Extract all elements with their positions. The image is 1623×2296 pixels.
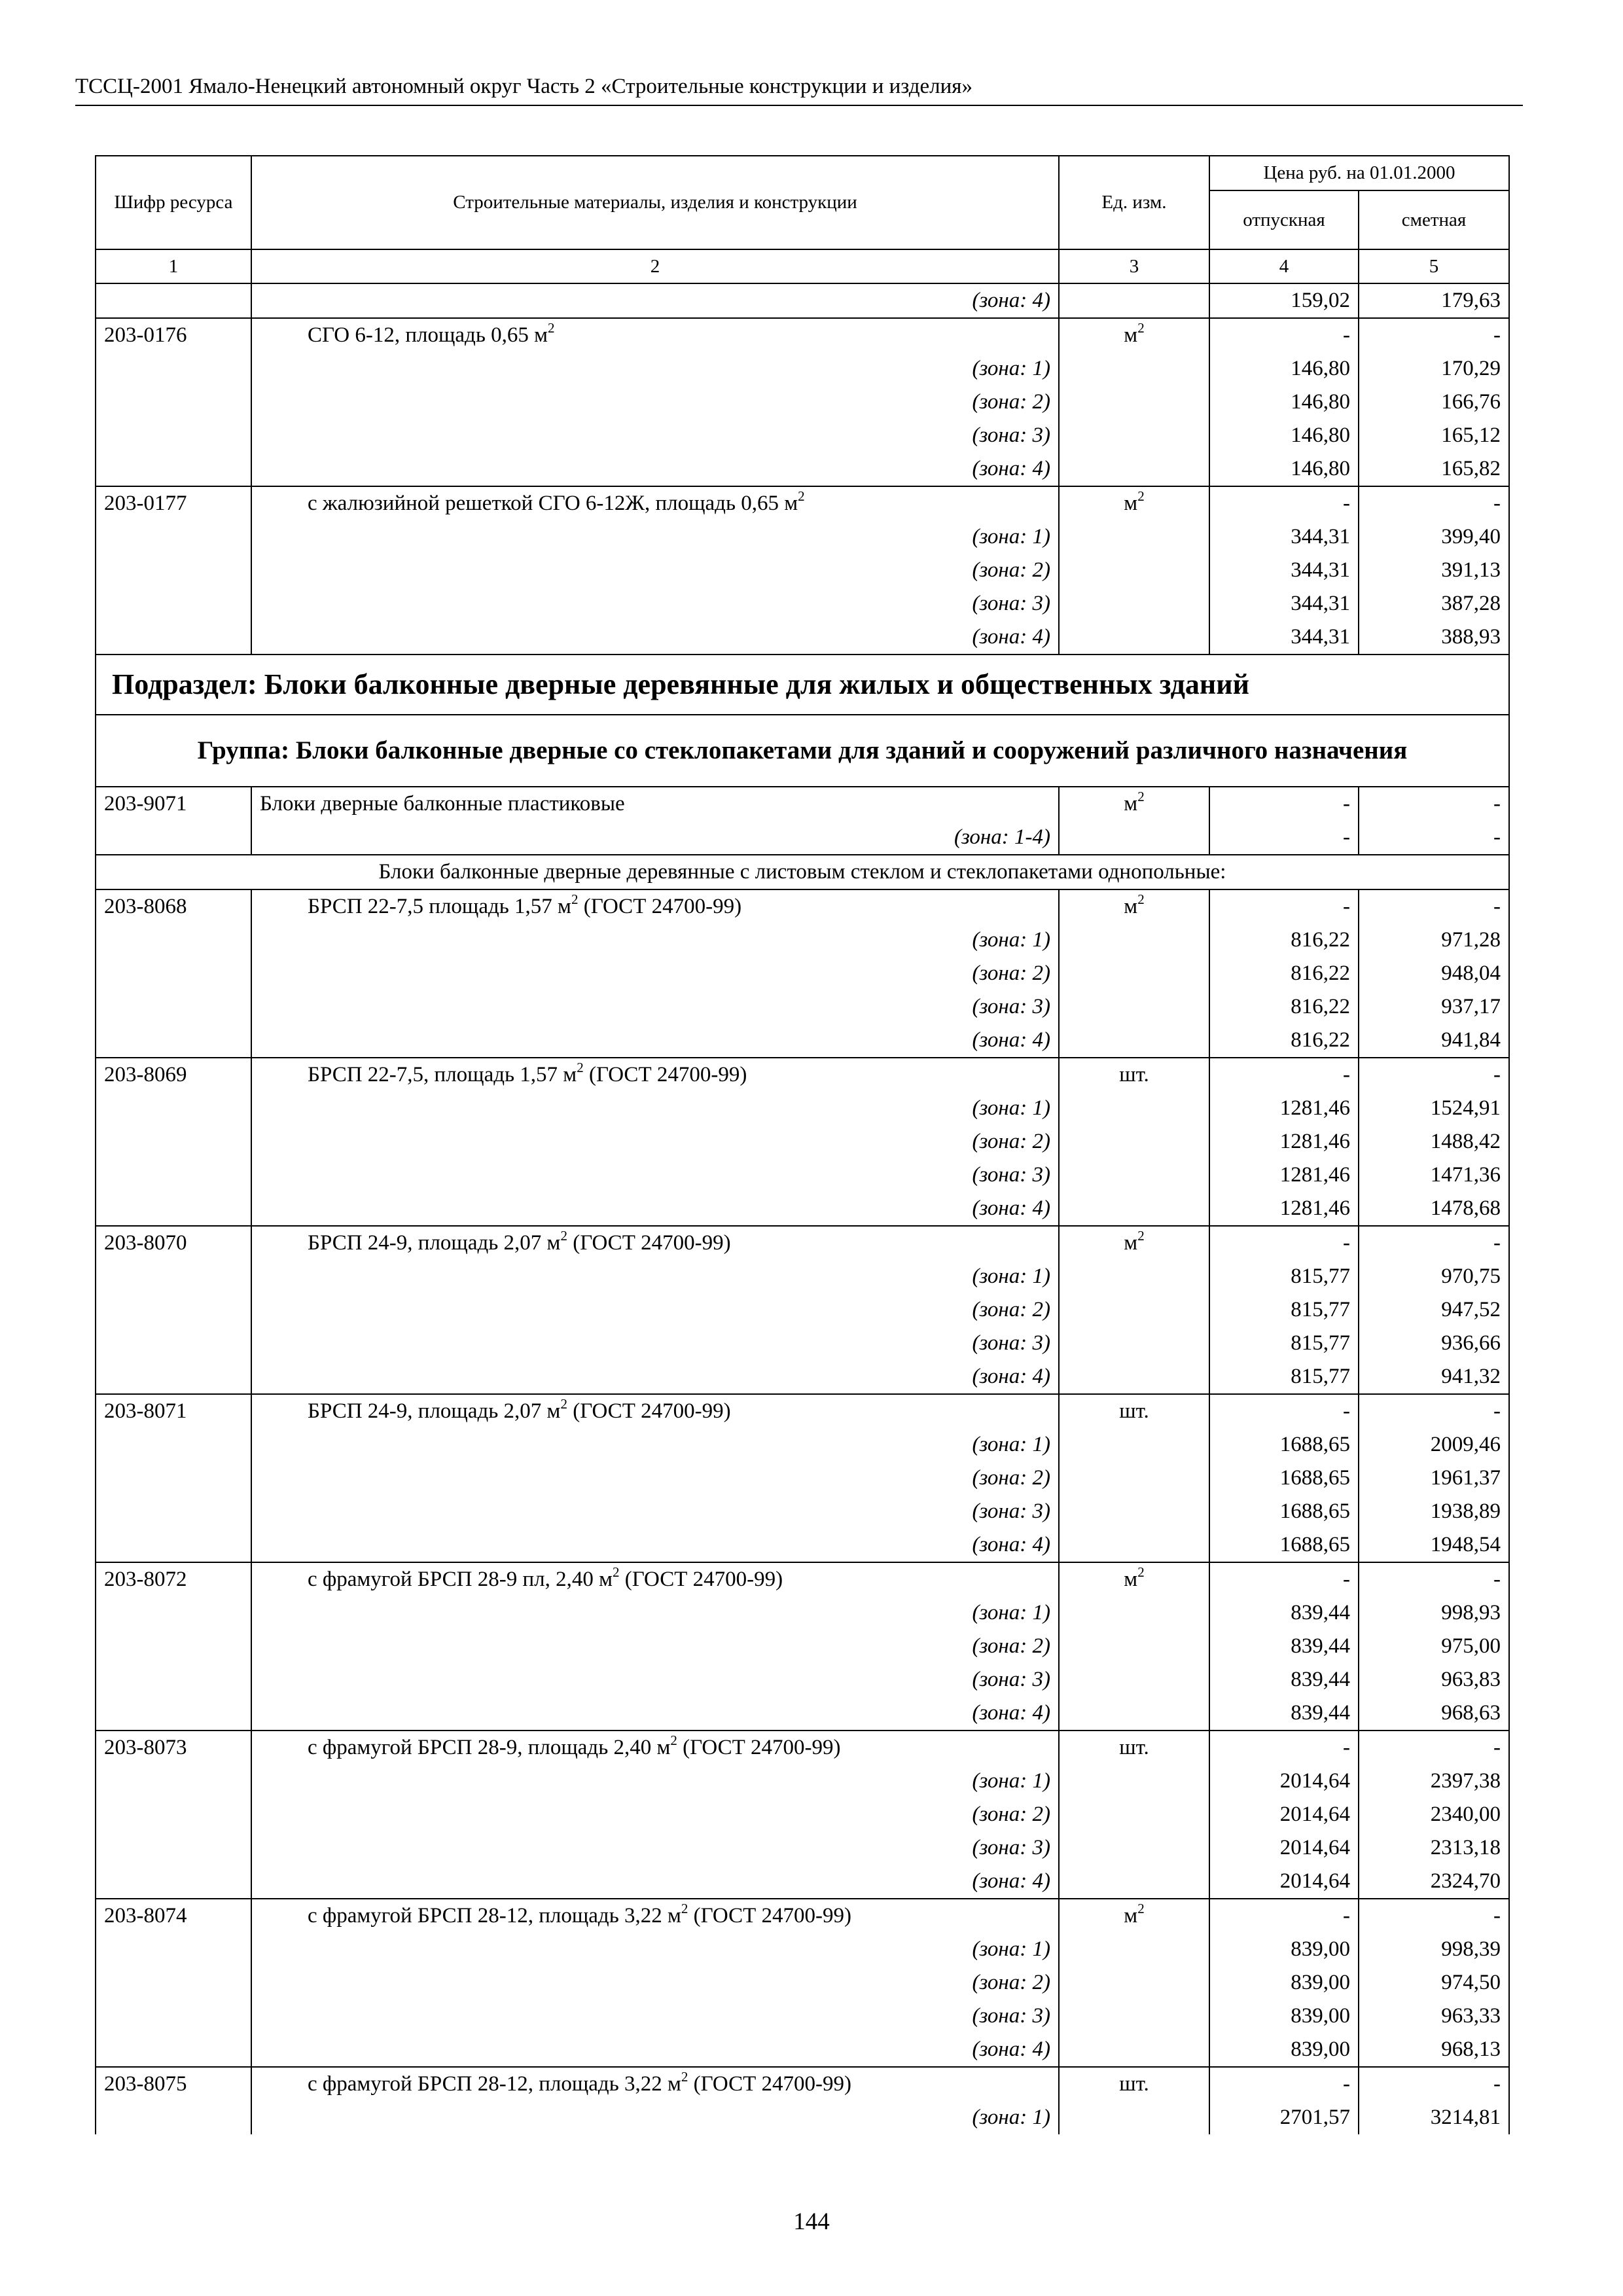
estimate-price: -	[1359, 1058, 1509, 1092]
zone-row	[96, 1024, 1509, 1058]
unit: $м^2$	[1059, 1562, 1209, 1596]
estimate-price: 1471,36	[1359, 1158, 1509, 1192]
zone-label: (зона: 1)	[251, 352, 1059, 386]
zone-label: (зона: 2)	[251, 386, 1059, 419]
release-price: 839,44	[1209, 1663, 1359, 1696]
release-price: 159,02	[1209, 283, 1359, 318]
zone-row	[96, 1428, 1509, 1462]
zone-row	[96, 1327, 1509, 1360]
release-price: 815,77	[1209, 1360, 1359, 1394]
estimate-price: 170,29	[1359, 352, 1509, 386]
table-row	[96, 1226, 1509, 1260]
release-price: -	[1209, 787, 1359, 821]
zone-label: (зона: 2)	[251, 554, 1059, 587]
material-name: с фрамугой БРСП 28-12, площадь 3,22 $м^2$ (ГОСТ 24700-99)	[251, 1899, 1059, 1933]
zone-label: (зона: 4)	[251, 1024, 1059, 1058]
zone-row	[96, 2033, 1509, 2067]
resource-code: 203-0176	[96, 318, 251, 352]
zone-row	[96, 1696, 1509, 1731]
table-row	[96, 787, 1509, 821]
zone-row	[96, 924, 1509, 957]
estimate-price: 387,28	[1359, 587, 1509, 620]
estimate-price: -	[1359, 1899, 1509, 1933]
estimate-price: 2324,70	[1359, 1865, 1509, 1899]
zone-row	[96, 1495, 1509, 1528]
col-number: 5	[1359, 249, 1509, 283]
zone-label: (зона: 1)	[251, 1092, 1059, 1125]
estimate-price: 3214,81	[1359, 2101, 1509, 2134]
release-price: 839,44	[1209, 1630, 1359, 1663]
estimate-price: -	[1359, 318, 1509, 352]
zone-row	[96, 1092, 1509, 1125]
release-price: -	[1209, 1899, 1359, 1933]
resource-code: 203-8073	[96, 1731, 251, 1765]
release-price: -	[1209, 318, 1359, 352]
zone-label: (зона: 2)	[251, 1293, 1059, 1327]
release-price: 816,22	[1209, 990, 1359, 1024]
estimate-price: -	[1359, 889, 1509, 924]
material-name: с жалюзийной решеткой СГО 6-12Ж, площадь 0,65 $м^2$	[251, 486, 1059, 520]
col-header-release-price: отпускная	[1209, 190, 1359, 249]
zone-label: (зона: 3)	[251, 990, 1059, 1024]
zone-label: (зона: 1)	[251, 1596, 1059, 1630]
zone-row	[96, 1293, 1509, 1327]
estimate-price: 937,17	[1359, 990, 1509, 1024]
zone-row	[96, 419, 1509, 452]
release-price: -	[1209, 2067, 1359, 2101]
release-price: -	[1209, 1394, 1359, 1428]
table-row	[96, 1058, 1509, 1092]
estimate-price: 1488,42	[1359, 1125, 1509, 1158]
release-price: -	[1209, 486, 1359, 520]
release-price: 839,44	[1209, 1696, 1359, 1731]
estimate-price: 963,33	[1359, 2000, 1509, 2033]
zone-row	[96, 1798, 1509, 1831]
estimate-price: 1948,54	[1359, 1528, 1509, 1562]
zone-label: (зона: 1)	[251, 2101, 1059, 2134]
zone-label: (зона: 1)	[251, 924, 1059, 957]
release-price: 815,77	[1209, 1327, 1359, 1360]
estimate-price: 936,66	[1359, 1327, 1509, 1360]
release-price: -	[1209, 1562, 1359, 1596]
col-number: 1	[96, 249, 251, 283]
release-price: 2014,64	[1209, 1798, 1359, 1831]
zone-label: (зона: 1)	[251, 1933, 1059, 1966]
release-price: 1688,65	[1209, 1528, 1359, 1562]
note-text: Блоки балконные дверные деревянные с листовым стеклом и стеклопакетами однопольные:	[96, 855, 1509, 889]
estimate-price: -	[1359, 1731, 1509, 1765]
group-heading-row	[96, 715, 1509, 787]
zone-row	[96, 821, 1509, 855]
note-row	[96, 855, 1509, 889]
release-price: 2701,57	[1209, 2101, 1359, 2134]
release-price: 839,00	[1209, 2000, 1359, 2033]
resource-code: 203-8069	[96, 1058, 251, 1092]
table-row	[96, 1731, 1509, 1765]
zone-row	[96, 452, 1509, 486]
release-price: -	[1209, 1058, 1359, 1092]
unit: $м^2$	[1059, 1226, 1209, 1260]
material-name: с фрамугой БРСП 28-12, площадь 3,22 $м^2$ (ГОСТ 24700-99)	[251, 2067, 1059, 2101]
estimate-price: 998,39	[1359, 1933, 1509, 1966]
release-price: 146,80	[1209, 452, 1359, 486]
unit: $м^2$	[1059, 787, 1209, 821]
release-price: -	[1209, 821, 1359, 855]
table-row	[96, 889, 1509, 924]
estimate-price: 970,75	[1359, 1260, 1509, 1293]
release-price: 1281,46	[1209, 1125, 1359, 1158]
zone-label: (зона: 2)	[251, 1630, 1059, 1663]
zone-row	[96, 1663, 1509, 1696]
resource-code: 203-8075	[96, 2067, 251, 2101]
release-price: 344,31	[1209, 520, 1359, 554]
release-price: 146,80	[1209, 419, 1359, 452]
zone-label: (зона: 2)	[251, 1966, 1059, 2000]
unit: $м^2$	[1059, 318, 1209, 352]
release-price: 1688,65	[1209, 1495, 1359, 1528]
material-name: с фрамугой БРСП 28-9 пл, 2,40 $м^2$ (ГОСТ 24700-99)	[251, 1562, 1059, 1596]
unit: $м^2$	[1059, 486, 1209, 520]
zone-label: (зона: 1-4)	[251, 821, 1059, 855]
release-price: 344,31	[1209, 620, 1359, 655]
zone-label: (зона: 4)	[251, 1360, 1059, 1394]
release-price: 815,77	[1209, 1260, 1359, 1293]
estimate-price: 998,93	[1359, 1596, 1509, 1630]
release-price: 815,77	[1209, 1293, 1359, 1327]
release-price: -	[1209, 1731, 1359, 1765]
estimate-price: -	[1359, 1226, 1509, 1260]
zone-label: (зона: 1)	[251, 1428, 1059, 1462]
zone-row	[96, 1966, 1509, 2000]
material-name: Блоки дверные балконные пластиковые	[251, 787, 1059, 821]
header-rule	[75, 105, 1523, 106]
estimate-price: 179,63	[1359, 283, 1509, 318]
release-price: 2014,64	[1209, 1865, 1359, 1899]
material-name: БРСП 22-7,5 площадь 1,57 $м^2$ (ГОСТ 24700-99)	[251, 889, 1059, 924]
zone-row	[96, 520, 1509, 554]
zone-row	[96, 1462, 1509, 1495]
col-number: 3	[1059, 249, 1209, 283]
estimate-price: 2009,46	[1359, 1428, 1509, 1462]
subsection-heading: Подраздел: Блоки балконные дверные деревянные для жилых и общественных зданий	[96, 655, 1509, 715]
zone-row	[96, 1933, 1509, 1966]
col-header-unit: Ед. изм.	[1059, 156, 1209, 249]
zone-label: (зона: 3)	[251, 2000, 1059, 2033]
table-body	[96, 283, 1509, 2134]
resource-code: 203-8068	[96, 889, 251, 924]
release-price: 344,31	[1209, 554, 1359, 587]
estimate-price: -	[1359, 1562, 1509, 1596]
zone-label: (зона: 4)	[251, 452, 1059, 486]
zone-label: (зона: 1)	[251, 1765, 1059, 1798]
zone-label: (зона: 4)	[251, 1865, 1059, 1899]
unit: $м^2$	[1059, 1899, 1209, 1933]
estimate-price: 963,83	[1359, 1663, 1509, 1696]
release-price: 344,31	[1209, 587, 1359, 620]
release-price: -	[1209, 1226, 1359, 1260]
estimate-price: 1938,89	[1359, 1495, 1509, 1528]
zone-row	[96, 1630, 1509, 1663]
zone-label: (зона: 3)	[251, 419, 1059, 452]
release-price: 816,22	[1209, 924, 1359, 957]
zone-row	[96, 1192, 1509, 1226]
table-row	[96, 318, 1509, 352]
zone-label: (зона: 3)	[251, 1663, 1059, 1696]
unit: шт.	[1059, 1731, 1209, 1765]
resource-code: 203-9071	[96, 787, 251, 821]
zone-label: (зона: 3)	[251, 1327, 1059, 1360]
estimate-price: 2340,00	[1359, 1798, 1509, 1831]
zone-label: (зона: 3)	[251, 1495, 1059, 1528]
col-header-estimate-price: сметная	[1359, 190, 1509, 249]
release-price: 839,00	[1209, 1933, 1359, 1966]
release-price: 146,80	[1209, 386, 1359, 419]
zone-label: (зона: 1)	[251, 1260, 1059, 1293]
estimate-price: 2313,18	[1359, 1831, 1509, 1865]
release-price: 1281,46	[1209, 1192, 1359, 1226]
zone-row	[96, 957, 1509, 990]
release-price: 839,00	[1209, 2033, 1359, 2067]
table-row	[96, 486, 1509, 520]
zone-row	[96, 2000, 1509, 2033]
material-name: БРСП 24-9, площадь 2,07 $м^2$ (ГОСТ 24700-99)	[251, 1226, 1059, 1260]
unit: шт.	[1059, 2067, 1209, 2101]
col-header-name: Строительные материалы, изделия и конструкции	[251, 156, 1059, 249]
estimate-price: -	[1359, 1394, 1509, 1428]
zone-row	[96, 1765, 1509, 1798]
resource-code: 203-8072	[96, 1562, 251, 1596]
zone-row	[96, 1158, 1509, 1192]
release-price: -	[1209, 889, 1359, 924]
zone-label: (зона: 1)	[251, 520, 1059, 554]
release-price: 839,44	[1209, 1596, 1359, 1630]
estimate-price: 1478,68	[1359, 1192, 1509, 1226]
zone-label: (зона: 4)	[251, 1192, 1059, 1226]
estimate-price: 388,93	[1359, 620, 1509, 655]
zone-row	[96, 1260, 1509, 1293]
carryover-row	[96, 283, 1509, 318]
estimate-price: 165,82	[1359, 452, 1509, 486]
resource-code: 203-8071	[96, 1394, 251, 1428]
release-price: 1281,46	[1209, 1092, 1359, 1125]
zone-row	[96, 1125, 1509, 1158]
estimate-price: 971,28	[1359, 924, 1509, 957]
col-number: 2	[251, 249, 1059, 283]
zone-row	[96, 1528, 1509, 1562]
zone-label: (зона: 2)	[251, 957, 1059, 990]
estimate-price: 974,50	[1359, 1966, 1509, 2000]
release-price: 839,00	[1209, 1966, 1359, 2000]
estimate-price: 1961,37	[1359, 1462, 1509, 1495]
release-price: 2014,64	[1209, 1831, 1359, 1865]
release-price: 1281,46	[1209, 1158, 1359, 1192]
release-price: 2014,64	[1209, 1765, 1359, 1798]
subsection-heading-row	[96, 655, 1509, 715]
zone-label: (зона: 3)	[251, 1831, 1059, 1865]
col-header-code: Шифр ресурса	[96, 156, 251, 249]
material-name: БРСП 22-7,5, площадь 1,57 $м^2$ (ГОСТ 24700-99)	[251, 1058, 1059, 1092]
zone-label: (зона: 4)	[251, 1528, 1059, 1562]
estimate-price: 968,63	[1359, 1696, 1509, 1731]
zone-label: (зона: 3)	[251, 587, 1059, 620]
estimate-price: 1524,91	[1359, 1092, 1509, 1125]
page-number: 144	[793, 2208, 830, 2235]
material-name: БРСП 24-9, площадь 2,07 $м^2$ (ГОСТ 24700-99)	[251, 1394, 1059, 1428]
zone-row	[96, 352, 1509, 386]
estimate-price: 399,40	[1359, 520, 1509, 554]
zone-label: (зона: 4)	[251, 2033, 1059, 2067]
material-name: с фрамугой БРСП 28-9, площадь 2,40 $м^2$ (ГОСТ 24700-99)	[251, 1731, 1059, 1765]
material-name: СГО 6-12, площадь 0,65 $м^2$	[251, 318, 1059, 352]
price-table	[95, 155, 1510, 2134]
zone-row	[96, 554, 1509, 587]
table-row	[96, 1394, 1509, 1428]
table-row	[96, 1899, 1509, 1933]
zone-label: (зона: 2)	[251, 1798, 1059, 1831]
estimate-price: 947,52	[1359, 1293, 1509, 1327]
col-number: 4	[1209, 249, 1359, 283]
unit: шт.	[1059, 1394, 1209, 1428]
col-header-price: Цена руб. на 01.01.2000	[1209, 156, 1509, 190]
group-heading: Группа: Блоки балконные дверные со стеклопакетами для зданий и сооружений различного назначения	[96, 715, 1509, 787]
estimate-price: 391,13	[1359, 554, 1509, 587]
estimate-price: 165,12	[1359, 419, 1509, 452]
estimate-price: 2397,38	[1359, 1765, 1509, 1798]
zone-label: (зона: 4)	[251, 283, 1059, 318]
estimate-price: 968,13	[1359, 2033, 1509, 2067]
zone-row	[96, 1596, 1509, 1630]
running-header: ТССЦ-2001 Ямало-Ненецкий автономный округ Часть 2 «Строительные конструкции и изделия»	[75, 75, 972, 98]
release-price: 146,80	[1209, 352, 1359, 386]
estimate-price: -	[1359, 787, 1509, 821]
estimate-price: -	[1359, 2067, 1509, 2101]
zone-row	[96, 587, 1509, 620]
zone-row	[96, 1865, 1509, 1899]
zone-row	[96, 620, 1509, 655]
estimate-price: -	[1359, 486, 1509, 520]
estimate-price: -	[1359, 821, 1509, 855]
zone-label: (зона: 2)	[251, 1462, 1059, 1495]
estimate-price: 975,00	[1359, 1630, 1509, 1663]
zone-label: (зона: 3)	[251, 1158, 1059, 1192]
estimate-price: 941,32	[1359, 1360, 1509, 1394]
unit: шт.	[1059, 1058, 1209, 1092]
resource-code: 203-8074	[96, 1899, 251, 1933]
estimate-price: 166,76	[1359, 386, 1509, 419]
resource-code: 203-8070	[96, 1226, 251, 1260]
zone-row	[96, 1360, 1509, 1394]
zone-label: (зона: 2)	[251, 1125, 1059, 1158]
release-price: 1688,65	[1209, 1462, 1359, 1495]
zone-row	[96, 990, 1509, 1024]
zone-label: (зона: 4)	[251, 620, 1059, 655]
table-row	[96, 2067, 1509, 2101]
unit: $м^2$	[1059, 889, 1209, 924]
release-price: 816,22	[1209, 1024, 1359, 1058]
release-price: 1688,65	[1209, 1428, 1359, 1462]
estimate-price: 948,04	[1359, 957, 1509, 990]
zone-row	[96, 386, 1509, 419]
release-price: 816,22	[1209, 957, 1359, 990]
resource-code: 203-0177	[96, 486, 251, 520]
zone-row	[96, 1831, 1509, 1865]
estimate-price: 941,84	[1359, 1024, 1509, 1058]
table-row	[96, 1562, 1509, 1596]
zone-label: (зона: 4)	[251, 1696, 1059, 1731]
zone-row	[96, 2101, 1509, 2134]
